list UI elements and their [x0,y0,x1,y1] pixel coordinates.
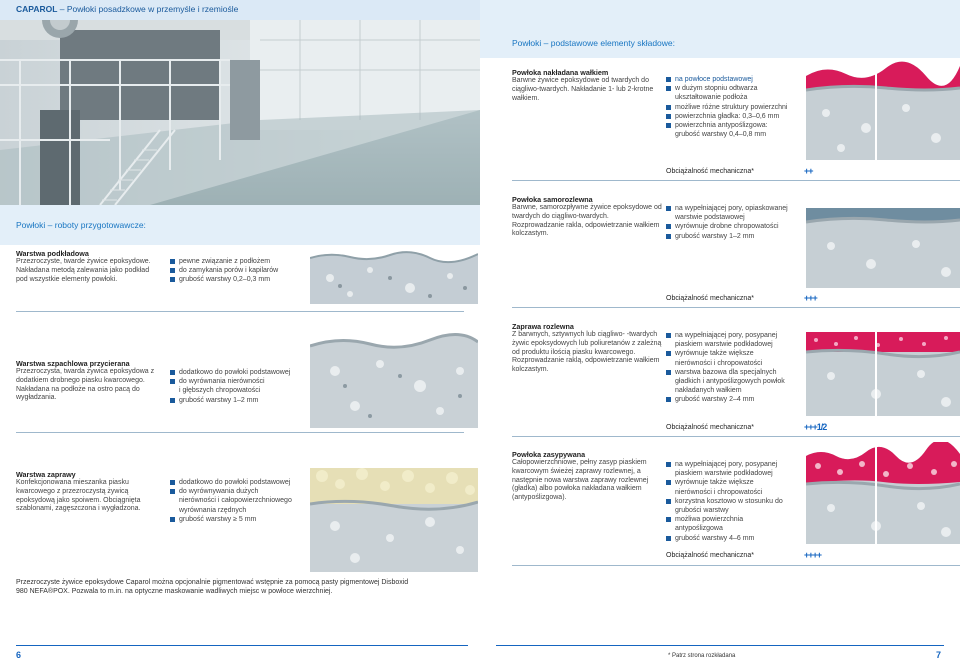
bullet: na powłoce podstawowej [666,75,806,84]
layer-image-1 [310,248,478,304]
square-bullet-icon [666,499,671,504]
basic-header-band [480,0,960,58]
block-text: Przezroczyste, twarde żywice epoksydowe. Nakładana metodą zalewania jako podkład pod wszystkie elementy powłoki. [16,258,151,283]
load-label: Obciążalność mechaniczna* [666,424,754,431]
square-bullet-icon [170,370,175,375]
left-bullets-3 [170,478,310,524]
bullet: na wypełniającej pory, posypanej [666,460,806,469]
load-rating: +++1/2 [804,422,827,432]
layer-image-r4 [806,442,960,544]
square-bullet-icon [170,277,175,282]
right-bullets-2 [666,204,806,241]
divider [16,432,464,433]
bottom-rule-right [496,645,944,646]
bullet: i głębszych chropowatości [179,387,261,395]
square-bullet-icon [170,259,175,264]
load-rating: ++++ [804,550,822,560]
layer-image-r3 [806,314,960,416]
bullet: grubość warstwy 4–6 mm [666,534,806,543]
factory-photo [0,0,480,205]
square-bullet-icon [666,333,671,338]
bullet: na wypełniającej pory, opiaskowanej [666,204,806,213]
bullet: grubość warstwy 0,4–0,8 mm [675,131,767,139]
bullet: możliwa powierzchnia [666,515,806,524]
bullet: do zamykania porów i kapilarów [170,266,310,275]
block-title: Powłoka zasypywana [512,450,586,459]
block-text: Konfekcjonowana mieszanka piasku kwarcowego z przezroczystą żywicą epoksydową jako spoiwem. Obciągnięta szablonami, zagęszczona i wygładzona. [16,479,141,513]
bullet: pewne związanie z podłożem [170,257,310,266]
bullet: w dużym stopniu odtwarza [666,84,806,93]
bullet: dodatkowo do powłoki podstawowej [170,478,310,487]
left-block-2 [16,359,156,403]
bullet: do wyrównywania dużych [170,487,310,496]
footnote: Przezroczyste żywice epoksydowe Caparol można opcjonalnie pigmentować wstępnie za pomocą pasty pigmentowej Disboxid 980 NEFA®POX. Pozwala to m.in. na optyczne maskowanie wadliwych miejsc w powłoce wierzchniej. [16,579,409,595]
right-block-1 [512,68,662,103]
header-title [16,4,238,14]
bullet: warstwie podstawowej [675,214,745,222]
bullet: powierzchnia gładka: 0,3–0,6 mm [666,112,806,121]
legend-note: * Patrz strona rozkładana [668,653,736,659]
brand-name: CAPAROL [16,4,58,14]
bullet: grubość warstwy ≥ 5 mm [170,515,310,524]
square-bullet-icon [666,480,671,485]
square-bullet-icon [666,77,671,82]
block-text: Barwne, samorozpływne żywice epoksydowe od twardych do ciągliwo-twardych. Rozprowadzanie rakla, odpowietrzanie wałkiem kolczastym. [512,204,662,238]
layer-image-r1 [806,58,960,160]
square-bullet-icon [666,397,671,402]
layer-image-r2 [806,186,960,288]
block-text: Barwne żywice epoksydowe od twardych do ciągliwo-twardych. Nakładanie 1- lub 2-krotne wałkiem. [512,77,654,102]
bullet: wyrównuje także większe [666,349,806,358]
load-rating: ++ [804,166,813,176]
bullet: możliwe różne struktury powierzchni [666,103,806,112]
header-subtitle: – Powłoki posadzkowe w przemyśle i rzemiośle [57,4,239,14]
bullet: nierówności i chropowatości [675,359,763,367]
bullet: nakładanych wałkiem [675,387,742,395]
left-bullets-1 [170,257,310,285]
bullet: grubość warstwy 1–2 mm [666,232,806,241]
square-bullet-icon [666,517,671,522]
bullet: nierówności i chropowatości [675,488,763,496]
left-bullets-2 [170,368,310,405]
square-bullet-icon [666,123,671,128]
right-block-2 [512,195,662,239]
square-bullet-icon [666,536,671,541]
square-bullet-icon [666,206,671,211]
block-text: Z barwnych, sztywnych lub ciągliwo- -twardych żywic epoksydowych lub poliuretanów z zależną od produktu ilością piasku kwarcowego. Rozprowadzanie raklą, odpowietrzanie wałkiem kolczastym. [512,331,662,374]
square-bullet-icon [666,462,671,467]
left-block-3 [16,470,156,514]
layer-image-3 [310,438,478,572]
block-text: Przezroczysta, twarda żywica epoksydowa z dodatkiem drobnego piasku kwarcowego. Nakładana na podłoże na ostro pacą do wygładzania. [16,368,155,402]
square-bullet-icon [170,489,175,494]
left-block-1 [16,249,156,284]
load-label: Obciążalność mechaniczna* [666,168,754,175]
bullet: antypoślizgowa [675,525,723,533]
right-bullets-3 [666,331,806,405]
square-bullet-icon [666,370,671,375]
block-title: Warstwa szpachlowa przycierana [16,359,130,368]
block-text: Całopowierzchniowe, pełny zasyp piaskiem kwarcowym świeżej zaprawy rozlewnej, a następnie nowa warstwa zaprawy rozlewnej (gładka) albo powłoka nakładana wałkiem (antypoślizgowa). [512,459,649,502]
square-bullet-icon [170,268,175,273]
right-block-3 [512,322,662,375]
section-title-prep: Powłoki – roboty przygotowawcze: [16,220,146,230]
divider [512,436,960,437]
page-number-left: 6 [16,650,22,660]
square-bullet-icon [666,86,671,91]
block-title: Powłoka samorozlewna [512,195,593,204]
bullet: wyrównuje także większe [666,478,806,487]
load-label: Obciążalność mechaniczna* [666,295,754,302]
divider [512,307,960,308]
bullet: grubości warstwy [675,507,729,515]
bullet: grubość warstwy 2–4 mm [666,395,806,404]
square-bullet-icon [170,379,175,384]
bullet: na wypełniającej pory, posypanej [666,331,806,340]
square-bullet-icon [666,114,671,119]
bullet: wyrównuje drobne chropowatości [666,222,806,231]
divider [512,180,960,181]
layer-image-2 [310,316,478,428]
bullet: ukształtowanie podłoża [675,94,748,102]
square-bullet-icon [666,234,671,239]
divider [512,565,960,566]
bullet: piaskiem warstwie podkładowej [675,341,773,349]
square-bullet-icon [170,398,175,403]
bullet: piaskiem warstwie podkładowej [675,470,773,478]
square-bullet-icon [666,224,671,229]
square-bullet-icon [170,517,175,522]
bullet: powierzchnia antypoślizgowa: [666,121,806,130]
square-bullet-icon [666,105,671,110]
block-title: Warstwa zaprawy [16,470,76,479]
bullet: grubość warstwy 0,2–0,3 mm [170,275,310,284]
page-number-right: 7 [936,650,942,660]
section-title-basic: Powłoki – podstawowe elementy składowe: [512,38,676,48]
bullet: nierówności i całopowierzchniowego [179,497,292,505]
bullet: grubość warstwy 1–2 mm [170,396,310,405]
square-bullet-icon [170,480,175,485]
right-bullets-4 [666,460,806,543]
bullet: wyrównania rzędnych [179,506,247,514]
divider [16,311,464,312]
load-rating: +++ [804,293,817,303]
load-label: Obciążalność mechaniczna* [666,552,754,559]
right-bullets-1 [666,75,806,139]
bullet: warstwa bazowa dla specjalnych [666,368,806,377]
bullet: gładkich i antypoślizgowych powłok [675,378,785,386]
bullet: do wyrównania nierówności [170,377,310,386]
right-block-4 [512,450,662,503]
square-bullet-icon [666,351,671,356]
bottom-rule-left [16,645,468,646]
block-title: Zaprawa rozlewna [512,322,574,331]
block-title: Warstwa podkładowa [16,249,89,258]
bullet: dodatkowo do powłoki podstawowej [170,368,310,377]
block-title: Powłoka nakładana wałkiem [512,68,609,77]
bullet: korzystna kosztowo w stosunku do [666,497,806,506]
